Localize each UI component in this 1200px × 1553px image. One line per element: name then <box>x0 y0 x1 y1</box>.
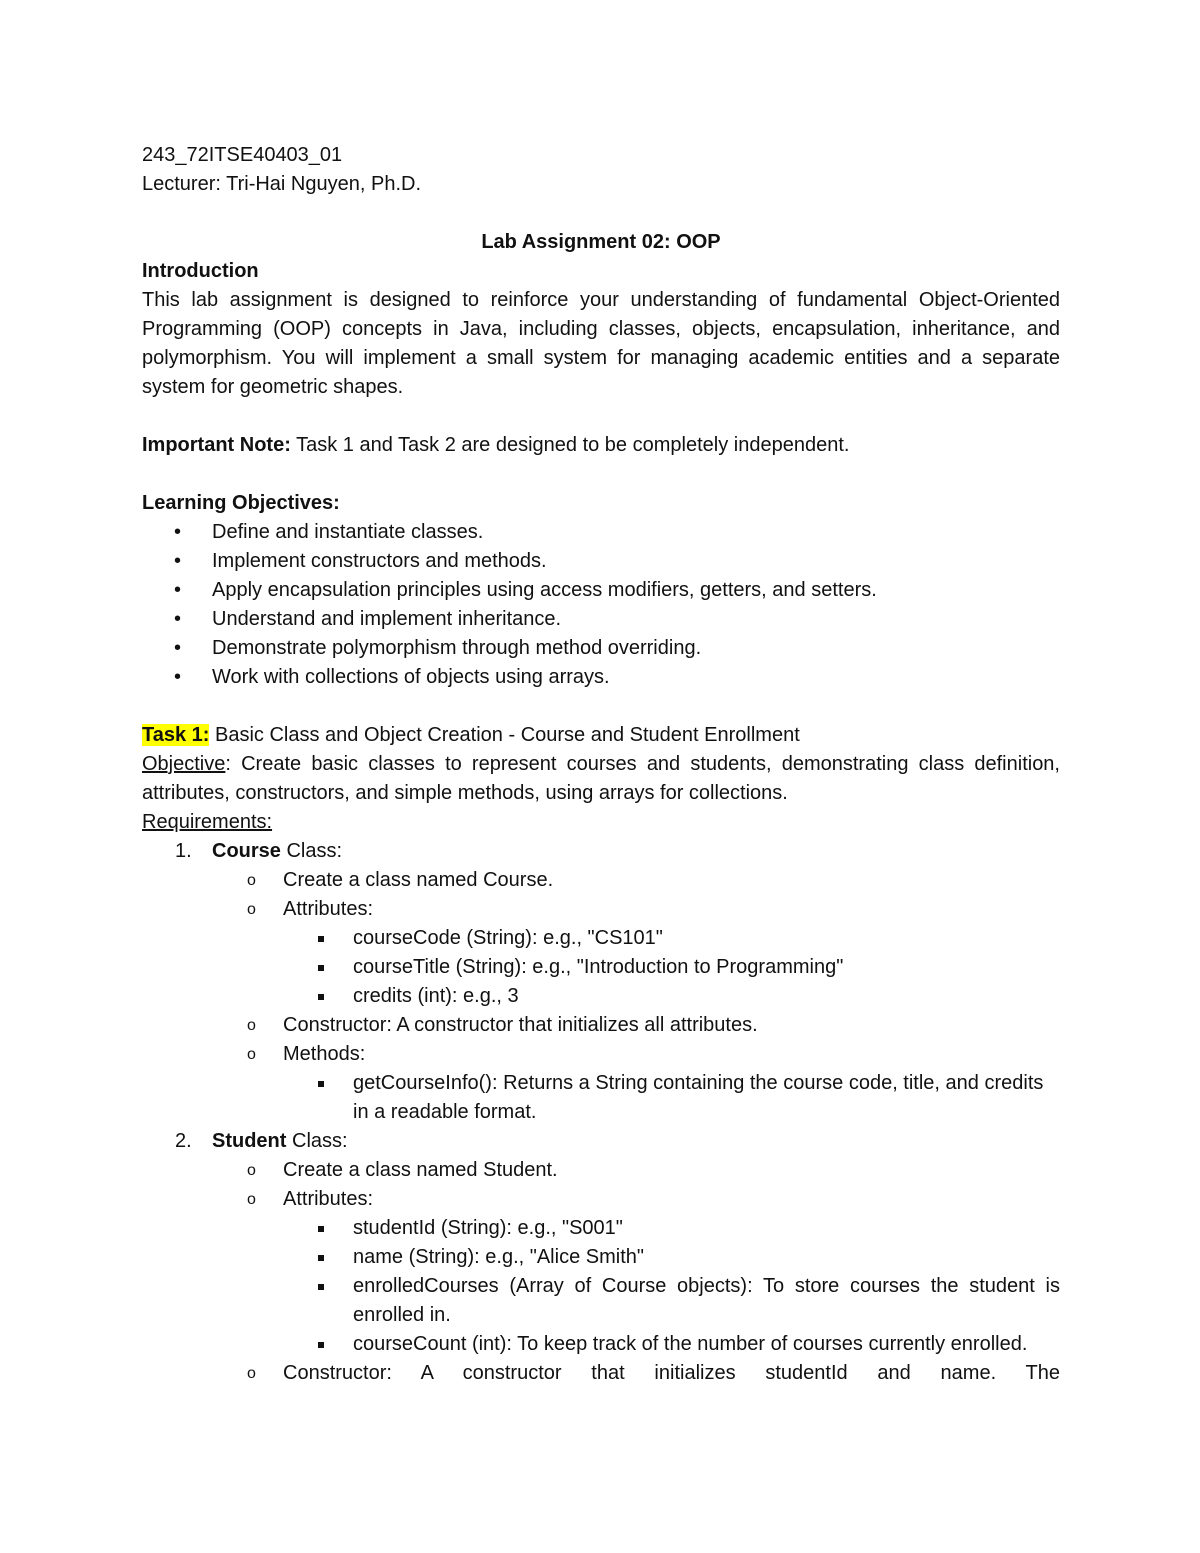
list-item: courseCode (String): e.g., "CS101" <box>142 924 1060 953</box>
item-number: 2. <box>175 1130 192 1152</box>
square-bullet-icon <box>318 1255 324 1261</box>
bullet-icon: • <box>174 579 182 601</box>
student-class-item: 2. Student Class: <box>142 1127 1060 1156</box>
list-item: • Demonstrate polymorphism through method overriding. <box>142 634 1060 663</box>
course-class-name: Course <box>212 840 281 862</box>
square-bullet-icon <box>318 1226 324 1232</box>
list-item: enrolledCourses (Array of Course objects): To store courses the student is enrolled in. <box>142 1272 1060 1330</box>
circle-bullet-icon: o <box>247 1191 256 1208</box>
list-item: o Attributes: <box>142 1185 1060 1214</box>
list-item: • Define and instantiate classes. <box>142 518 1060 547</box>
course-code: 243_72ITSE40403_01 <box>142 144 343 166</box>
circle-bullet-icon: o <box>247 1046 256 1063</box>
circle-bullet-icon: o <box>247 1162 256 1179</box>
important-note-text: Task 1 and Task 2 are designed to be completely independent. <box>290 434 850 456</box>
list-item: o Create a class named Student. <box>142 1156 1060 1185</box>
list-item: • Apply encapsulation principles using access modifiers, getters, and setters. <box>142 576 1060 605</box>
bullet-icon: • <box>174 608 182 630</box>
important-note <box>142 431 1060 460</box>
item-number: 1. <box>175 840 192 862</box>
circle-bullet-icon: o <box>247 901 256 918</box>
objectives-heading: Learning Objectives: <box>142 492 340 514</box>
list-item: • Work with collections of objects using arrays. <box>142 663 1060 692</box>
student-class-name: Student <box>212 1130 287 1152</box>
task1-heading <box>142 721 1060 750</box>
list-item: o Create a class named Course. <box>142 866 1060 895</box>
list-item: o Methods: <box>142 1040 1060 1069</box>
square-bullet-icon <box>318 1342 324 1348</box>
requirements-label: Requirements: <box>142 811 273 833</box>
list-item: • Implement constructors and methods. <box>142 547 1060 576</box>
list-item: • Understand and implement inheritance. <box>142 605 1060 634</box>
introduction-text: This lab assignment is designed to reinforce your understanding of fundamental Object-Oriented Programming (OOP) concepts in Java, including classes, objects, encapsulation, inheritance, and polymorphism. You will implement a small system for managing academic entities and a separate system for geometric shapes. <box>142 289 1060 398</box>
bullet-icon: • <box>174 666 182 688</box>
task1-title: Basic Class and Object Creation - Course and Student Enrollment <box>209 724 800 746</box>
important-note-label: Important Note: <box>142 434 291 456</box>
bullet-icon: • <box>174 637 182 659</box>
lecturer: Lecturer: Tri-Hai Nguyen, Ph.D. <box>142 173 421 195</box>
list-item: getCourseInfo(): Returns a String containing the course code, title, and credits in a readable format. <box>142 1069 1060 1127</box>
objective-label: Objective <box>142 753 226 775</box>
objectives-list <box>142 518 1060 692</box>
list-item: o Constructor: A constructor that initializes studentId and name. The <box>142 1359 1060 1388</box>
task1-label: Task 1: <box>142 724 210 746</box>
list-item: courseCount (int): To keep track of the number of courses currently enrolled. <box>142 1330 1060 1359</box>
document-page <box>142 141 1060 1388</box>
introduction-heading: Introduction <box>142 260 259 282</box>
list-item: o Constructor: A constructor that initializes all attributes. <box>142 1011 1060 1040</box>
bullet-icon: • <box>174 521 182 543</box>
course-class-item: 1. Course Class: <box>142 837 1060 866</box>
list-item: name (String): e.g., "Alice Smith" <box>142 1243 1060 1272</box>
task1-objective <box>142 750 1060 808</box>
circle-bullet-icon: o <box>247 1017 256 1034</box>
square-bullet-icon <box>318 1081 324 1087</box>
bullet-icon: • <box>174 550 182 572</box>
circle-bullet-icon: o <box>247 872 256 889</box>
square-bullet-icon <box>318 965 324 971</box>
square-bullet-icon <box>318 936 324 942</box>
objective-text: : Create basic classes to represent courses and students, demonstrating class definition, attributes, constructors, and simple methods, using arrays for collections. <box>142 753 1060 804</box>
square-bullet-icon <box>318 994 324 1000</box>
list-item: studentId (String): e.g., "S001" <box>142 1214 1060 1243</box>
square-bullet-icon <box>318 1284 324 1290</box>
list-item: courseTitle (String): e.g., "Introduction to Programming" <box>142 953 1060 982</box>
list-item: o Attributes: <box>142 895 1060 924</box>
document-title: Lab Assignment 02: OOP <box>481 231 721 253</box>
list-item: credits (int): e.g., 3 <box>142 982 1060 1011</box>
circle-bullet-icon: o <box>247 1365 256 1382</box>
